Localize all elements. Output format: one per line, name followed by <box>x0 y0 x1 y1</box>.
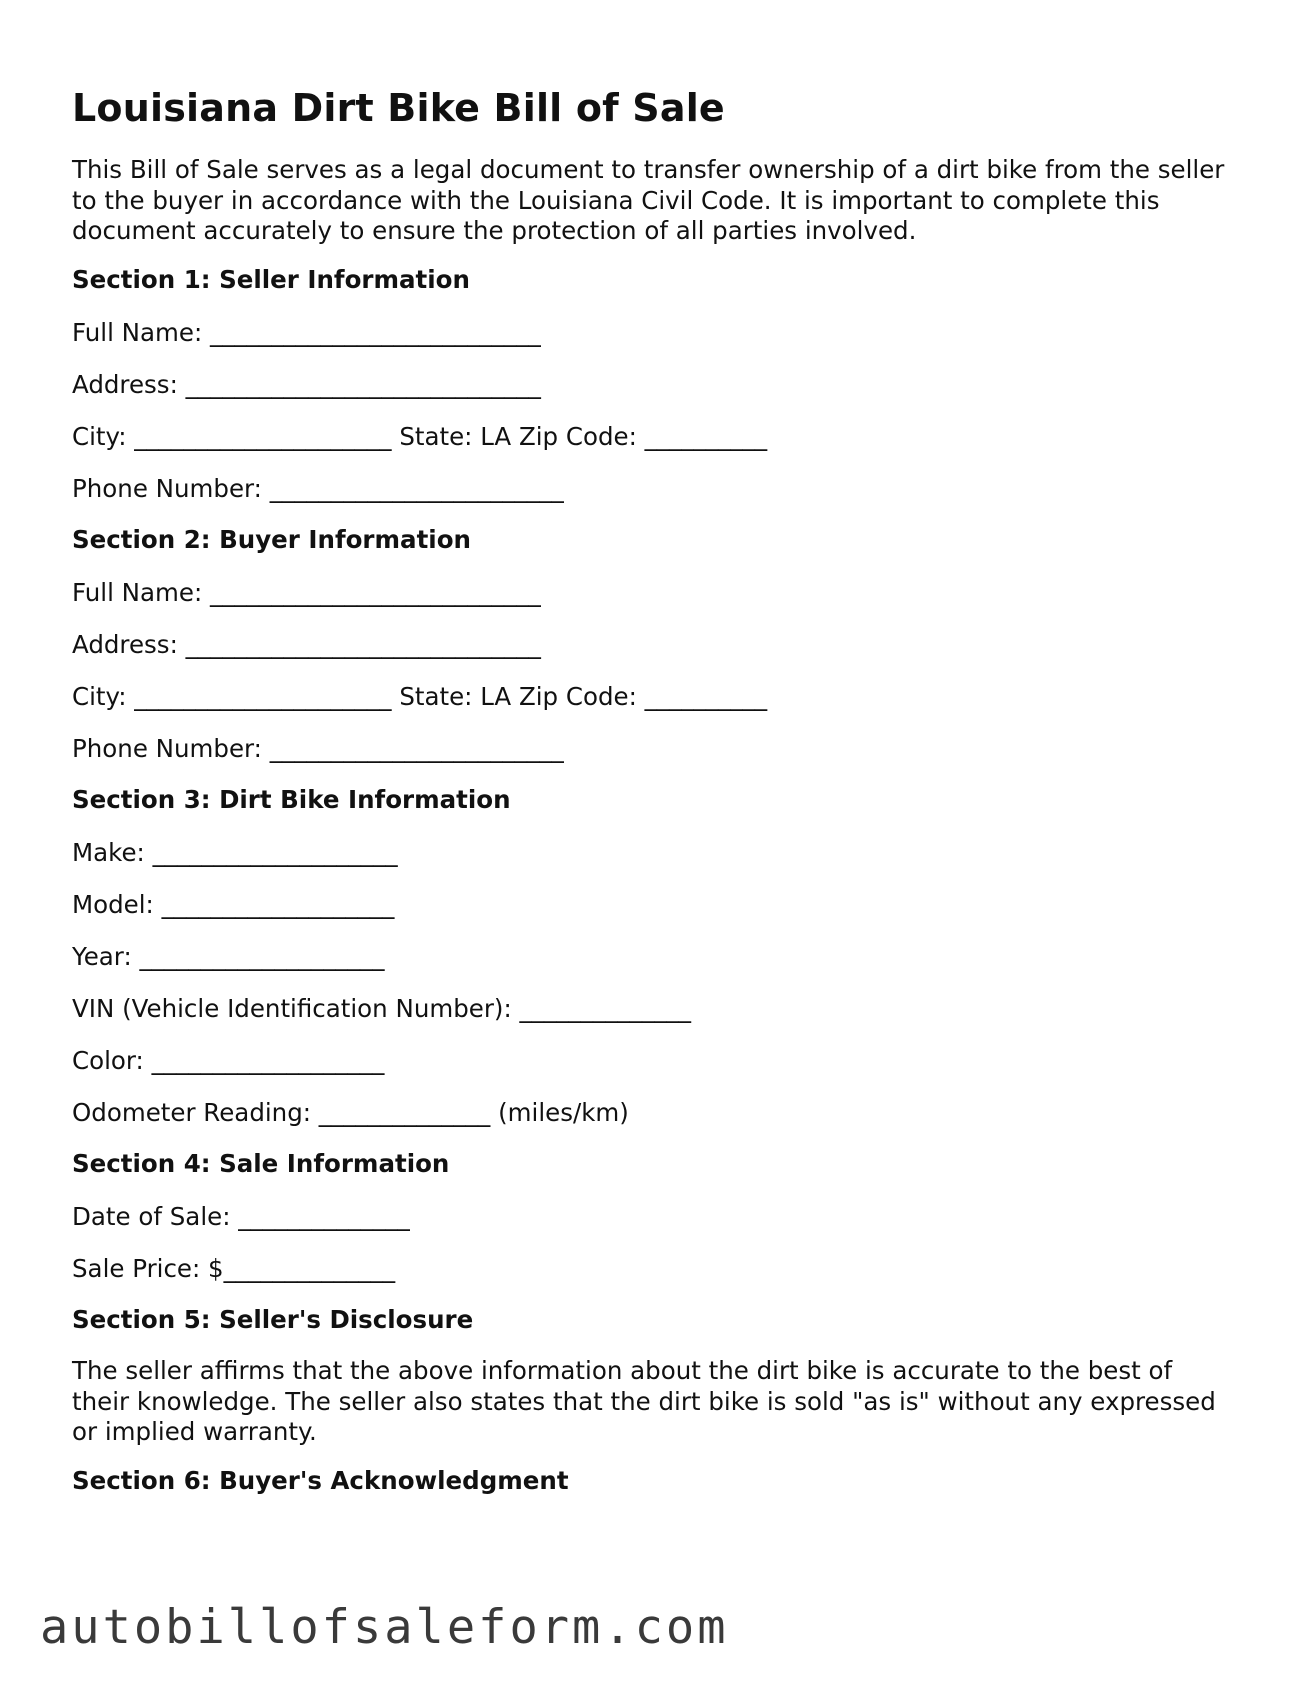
bike-model-field: Model: ___________________ <box>72 890 395 919</box>
buyer-full-name-field: Full Name: ___________________________ <box>72 578 541 607</box>
bike-odometer-field: Odometer Reading: ______________ (miles/km) <box>72 1098 629 1127</box>
date-of-sale-field: Date of Sale: ______________ <box>72 1202 410 1231</box>
site-watermark: autobillofsaleform.com <box>40 1600 729 1655</box>
section-1-heading: Section 1: Seller Information <box>72 265 470 294</box>
sale-price-field: Sale Price: $______________ <box>72 1254 396 1283</box>
buyer-address-field: Address: _____________________________ <box>72 630 541 659</box>
seller-city-state-zip-field: City: _____________________ State: LA Zip Code: __________ <box>72 422 768 451</box>
bike-vin-field: VIN (Vehicle Identification Number): ______________ <box>72 994 692 1023</box>
document-title: Louisiana Dirt Bike Bill of Sale <box>72 86 725 130</box>
seller-address-field: Address: _____________________________ <box>72 370 541 399</box>
section-4-heading: Section 4: Sale Information <box>72 1149 450 1178</box>
bike-year-field: Year: ____________________ <box>72 942 385 971</box>
section-5-heading: Section 5: Seller's Disclosure <box>72 1305 474 1334</box>
section-3-heading: Section 3: Dirt Bike Information <box>72 785 511 814</box>
bike-make-field: Make: ____________________ <box>72 838 398 867</box>
section-2-heading: Section 2: Buyer Information <box>72 525 471 554</box>
seller-phone-field: Phone Number: ________________________ <box>72 474 564 503</box>
buyer-phone-field: Phone Number: ________________________ <box>72 734 564 763</box>
intro-paragraph: This Bill of Sale serves as a legal document to transfer ownership of a dirt bike from the seller to the buyer in accordance with the Louisiana Civil Code. It is important to complete this document accurately to ensure the protection of all parties involved. <box>72 155 1225 245</box>
section-6-heading: Section 6: Buyer's Acknowledgment <box>72 1466 569 1495</box>
bike-color-field: Color: ___________________ <box>72 1046 385 1075</box>
seller-disclosure-paragraph: The seller affirms that the above information about the dirt bike is accurate to the best of their knowledge. The seller also states that the dirt bike is sold "as is" without any expressed or implied warranty. <box>72 1356 1216 1446</box>
buyer-city-state-zip-field: City: _____________________ State: LA Zip Code: __________ <box>72 682 768 711</box>
seller-full-name-field: Full Name: ___________________________ <box>72 318 541 347</box>
